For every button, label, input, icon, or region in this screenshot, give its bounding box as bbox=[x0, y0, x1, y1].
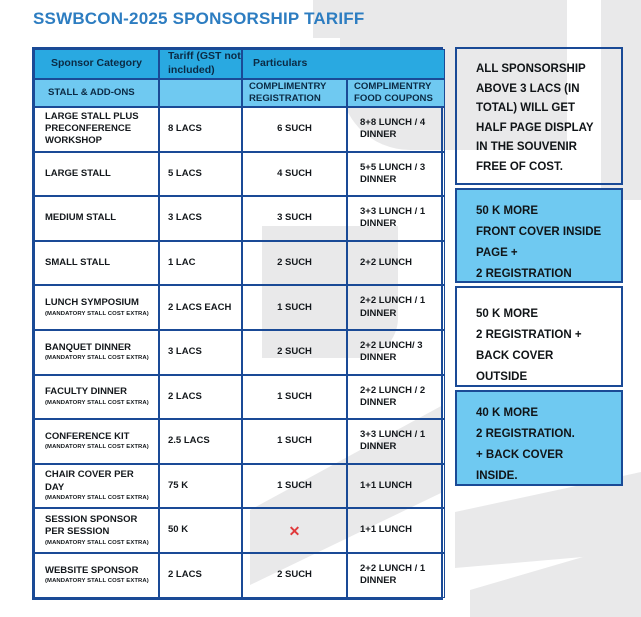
tariff-cell: 75 K bbox=[159, 464, 242, 509]
food-coupons-cell: 5+5 LUNCH / 3 DINNER bbox=[347, 152, 445, 197]
registration-cell: 1 SUCH bbox=[242, 375, 347, 420]
category-cell bbox=[34, 330, 159, 375]
tariff-cell: 2.5 LACS bbox=[159, 419, 242, 464]
sidebar-note-box bbox=[455, 390, 623, 486]
category-note: (MANDATORY STALL COST EXTRA) bbox=[45, 495, 149, 502]
category-cell bbox=[34, 419, 159, 464]
category-label: LUNCH SYMPOSIUM bbox=[45, 297, 139, 309]
tariff-cell: 2 LACS bbox=[159, 375, 242, 420]
note-line: FRONT COVER INSIDE bbox=[476, 226, 602, 238]
sidebar-note-box bbox=[455, 47, 623, 185]
category-cell bbox=[34, 375, 159, 420]
category-label: BANQUET DINNER bbox=[45, 341, 132, 353]
header-particulars: Particulars bbox=[242, 49, 445, 79]
note-line: 50 K MORE bbox=[476, 205, 538, 217]
category-label: LARGE STALL PLUS PRECONFERENCE WORKSHOP bbox=[45, 110, 139, 147]
tariff-cell: 8 LACS bbox=[159, 107, 242, 152]
tariff-cell: 1 LAC bbox=[159, 241, 242, 286]
note-line: ABOVE 3 LACS (IN bbox=[476, 82, 580, 95]
tariff-cell: 3 LACS bbox=[159, 330, 242, 375]
registration-cell: 1 SUCH bbox=[242, 419, 347, 464]
category-cell bbox=[34, 508, 159, 553]
food-coupons-cell: 2+2 LUNCH / 1 DINNER bbox=[347, 285, 445, 330]
registration-cell: 1 SUCH bbox=[242, 285, 347, 330]
sidebar-note-box bbox=[455, 286, 623, 387]
food-coupons-cell: 2+2 LUNCH bbox=[347, 241, 445, 286]
no-registration-icon: ✕ bbox=[242, 508, 347, 553]
category-cell bbox=[34, 241, 159, 286]
tariff-cell: 2 LACS EACH bbox=[159, 285, 242, 330]
note-line: ALL SPONSORSHIP bbox=[476, 63, 586, 75]
category-cell bbox=[34, 285, 159, 330]
category-note: (MANDATORY STALL COST EXTRA) bbox=[45, 310, 149, 317]
category-cell bbox=[34, 553, 159, 598]
registration-cell: 2 SUCH bbox=[242, 241, 347, 286]
note-line: IN THE SOUVENIR bbox=[476, 141, 577, 153]
food-coupons-cell: 1+1 LUNCH bbox=[347, 464, 445, 509]
note-line: 2 REGISTRATION. bbox=[476, 428, 575, 440]
category-note: (MANDATORY STALL COST EXTRA) bbox=[45, 355, 149, 362]
category-label: CONFERENCE KIT bbox=[45, 430, 130, 442]
category-label: MEDIUM STALL bbox=[45, 212, 117, 224]
registration-cell: 2 SUCH bbox=[242, 553, 347, 598]
category-note: (MANDATORY STALL COST EXTRA) bbox=[45, 399, 149, 406]
note-line: 50 K MORE bbox=[476, 308, 538, 320]
header-complimentry-registration: COMPLIMENTRY REGISTRATION bbox=[242, 79, 347, 107]
category-label: SESSION SPONSOR PER SESSION bbox=[45, 513, 138, 538]
tariff-cell: 5 LACS bbox=[159, 152, 242, 197]
registration-cell: 1 SUCH bbox=[242, 464, 347, 509]
header-sponsor-category: Sponsor Category bbox=[34, 49, 159, 79]
category-label: SMALL STALL bbox=[45, 256, 111, 268]
category-label: LARGE STALL bbox=[45, 167, 111, 179]
tariff-cell: 50 K bbox=[159, 508, 242, 553]
note-line: 40 K MORE bbox=[476, 407, 538, 419]
category-cell bbox=[34, 196, 159, 241]
note-line: FREE OF COST. bbox=[476, 160, 563, 173]
note-line: BACK COVER bbox=[476, 350, 554, 362]
category-cell bbox=[34, 107, 159, 152]
category-note: (MANDATORY STALL COST EXTRA) bbox=[45, 578, 149, 585]
note-line: INSIDE. bbox=[476, 470, 518, 482]
registration-cell: 4 SUCH bbox=[242, 152, 347, 197]
header-tariff: Tariff (GST not included) bbox=[159, 49, 242, 79]
header-complimentry-food-coupons: COMPLIMENTRY FOOD COUPONS bbox=[347, 79, 445, 107]
category-cell bbox=[34, 464, 159, 509]
header-stall-addons: STALL & ADD-ONS bbox=[34, 79, 159, 107]
tariff-cell: 3 LACS bbox=[159, 196, 242, 241]
food-coupons-cell: 3+3 LUNCH / 1 DINNER bbox=[347, 419, 445, 464]
page-title: SSWBCON-2025 SPONSORSHIP TARIFF bbox=[33, 9, 365, 28]
note-line: PAGE + bbox=[476, 247, 518, 259]
tariff-cell: 2 LACS bbox=[159, 553, 242, 598]
category-label: FACULTY DINNER bbox=[45, 386, 127, 398]
note-line: TOTAL) WILL GET bbox=[476, 102, 576, 114]
category-cell bbox=[34, 152, 159, 197]
note-line: OUTSIDE bbox=[476, 371, 528, 383]
food-coupons-cell: 3+3 LUNCH / 1 DINNER bbox=[347, 196, 445, 241]
food-coupons-cell: 1+1 LUNCH bbox=[347, 508, 445, 553]
category-label: WEBSITE SPONSOR bbox=[45, 564, 139, 576]
sidebar-note-box bbox=[455, 188, 623, 283]
category-label: CHAIR COVER PER DAY bbox=[45, 469, 134, 493]
food-coupons-cell: 2+2 LUNCH/ 3 DINNER bbox=[347, 330, 445, 375]
category-note: (MANDATORY STALL COST EXTRA) bbox=[45, 539, 149, 546]
note-line: + BACK COVER bbox=[476, 449, 564, 461]
registration-cell: 2 SUCH bbox=[242, 330, 347, 375]
registration-cell: 3 SUCH bbox=[242, 196, 347, 241]
note-line: 2 REGISTRATION bbox=[476, 268, 572, 280]
note-line: 2 REGISTRATION + bbox=[476, 329, 582, 341]
food-coupons-cell: 2+2 LUNCH / 1 DINNER bbox=[347, 553, 445, 598]
registration-cell: 6 SUCH bbox=[242, 107, 347, 152]
category-note: (MANDATORY STALL COST EXTRA) bbox=[45, 444, 149, 451]
sponsorship-tariff-table bbox=[32, 47, 443, 600]
food-coupons-cell: 2+2 LUNCH / 2 DINNER bbox=[347, 375, 445, 420]
food-coupons-cell: 8+8 LUNCH / 4 DINNER bbox=[347, 107, 445, 152]
note-line: HALF PAGE DISPLAY bbox=[476, 121, 594, 134]
header-empty-cell bbox=[159, 79, 242, 107]
